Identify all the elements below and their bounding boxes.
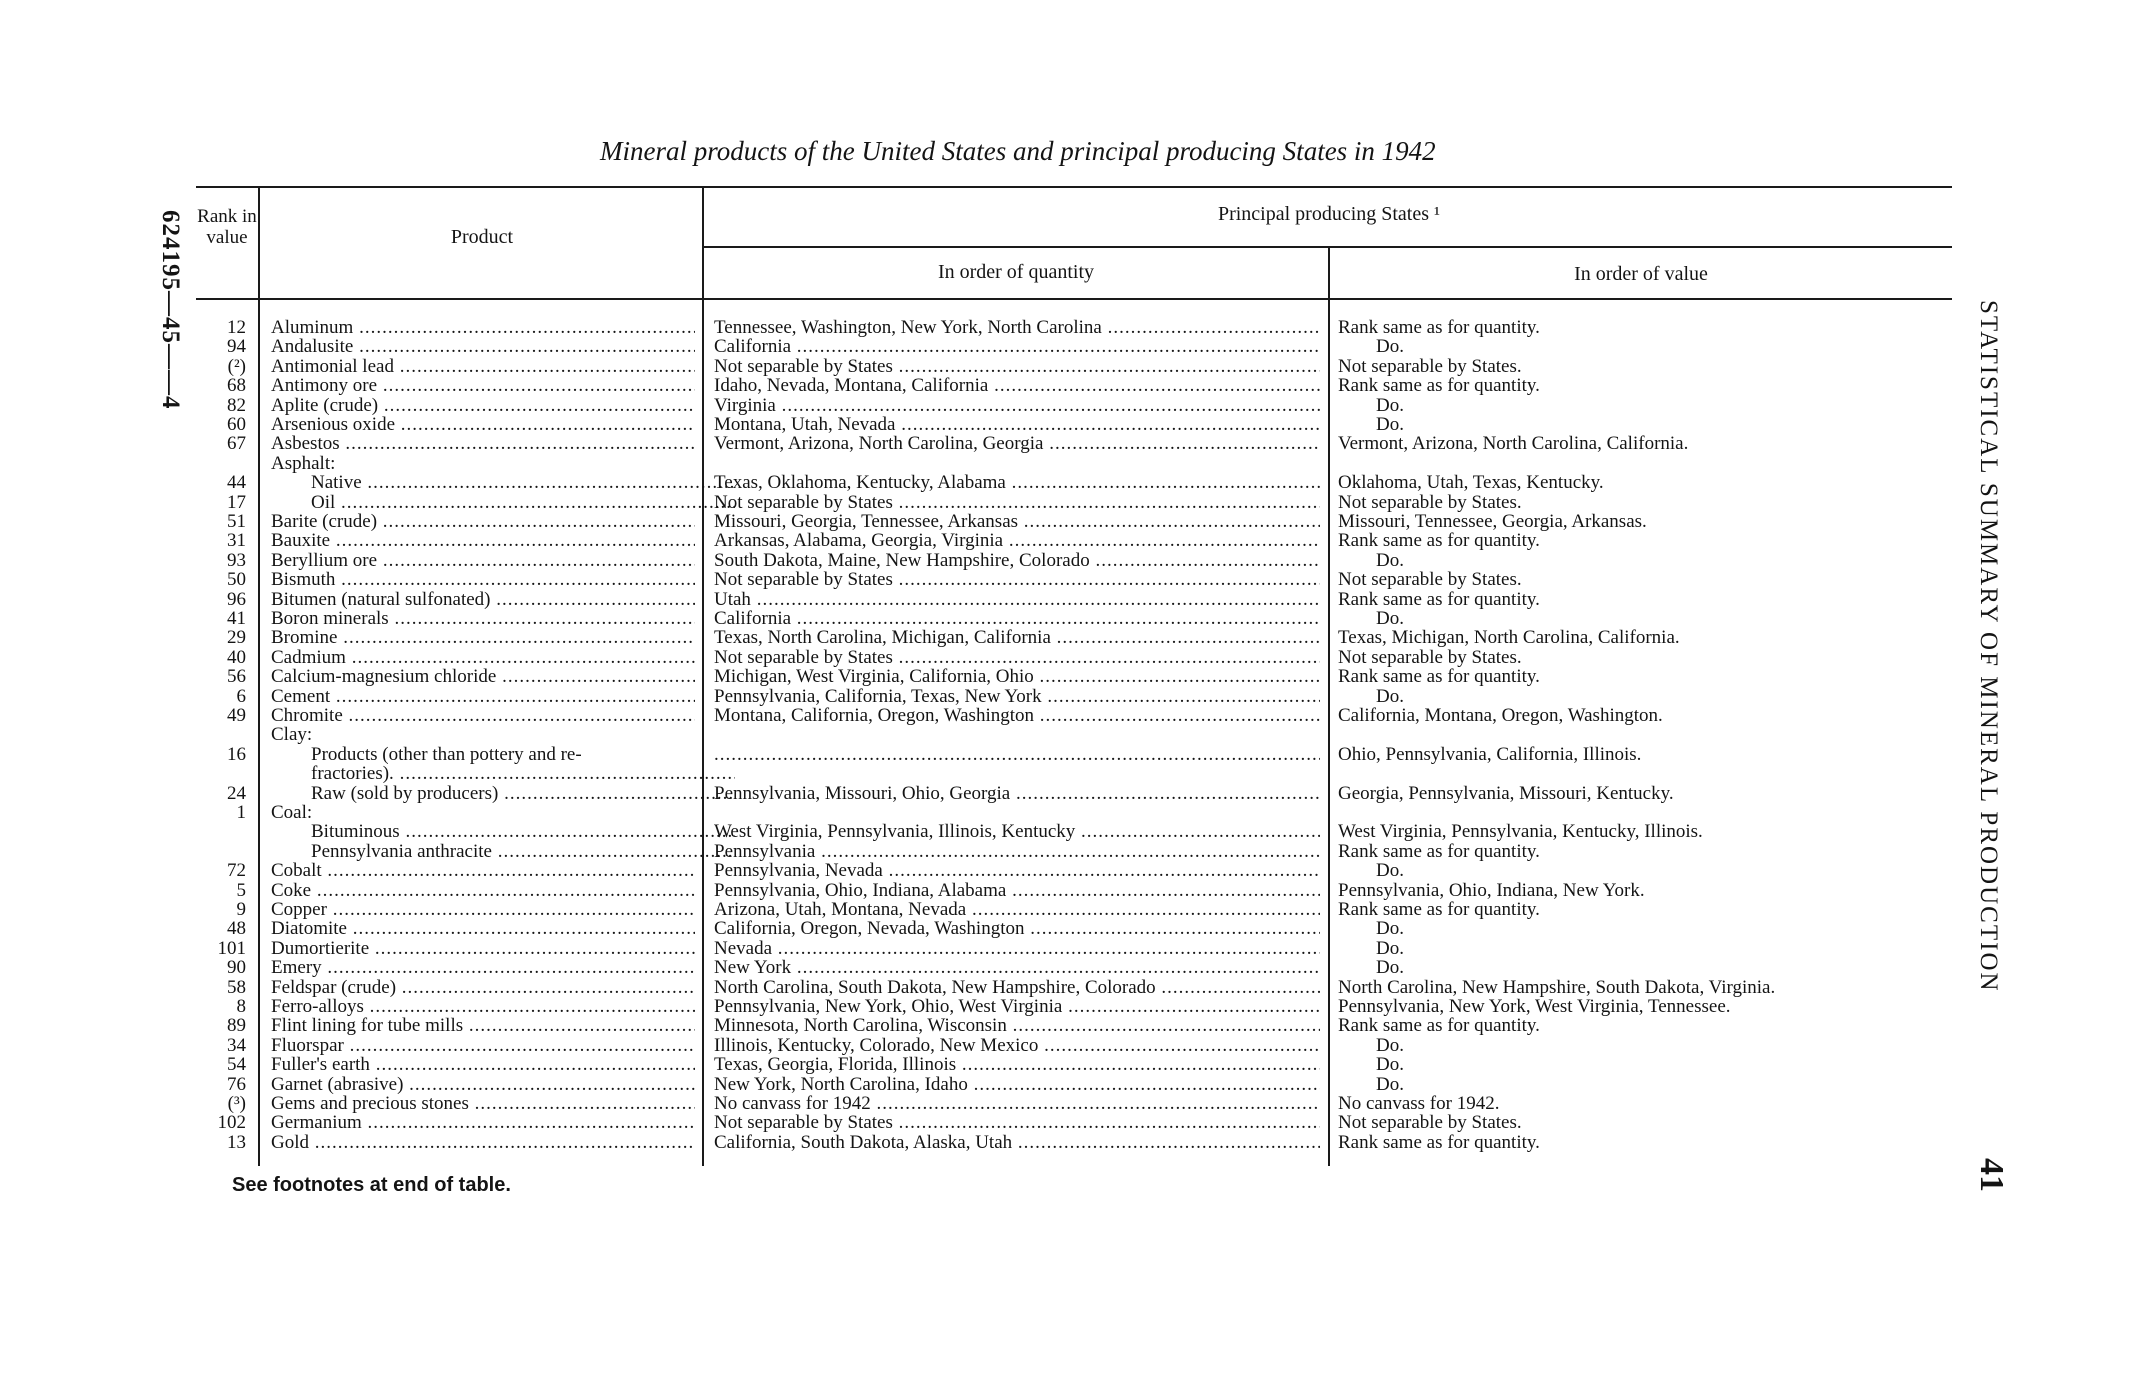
quantity-cell: North Carolina, South Dakota, New Hampshire, Colorado .....	[714, 978, 1320, 997]
quantity-cell: Pennsylvania, California, Texas, New York .....	[714, 687, 1320, 706]
value-cell: Rank same as for quantity.	[1338, 900, 1540, 919]
rank-cell: 29	[227, 627, 246, 648]
product-cell: Fluorspar .....	[271, 1036, 695, 1055]
product-cell: Asbestos .....	[271, 434, 695, 453]
quantity-cell: Montana, Utah, Nevada .....	[714, 415, 1320, 434]
value-cell: Rank same as for quantity.	[1338, 376, 1540, 395]
quantity-cell: New York .....	[714, 958, 1320, 977]
quantity-cell: No canvass for 1942 .....	[714, 1094, 1320, 1113]
product-cell: Arsenious oxide .....	[271, 415, 695, 434]
quantity-cell: Idaho, Nevada, Montana, California .....	[714, 376, 1320, 395]
rank-cell: 48	[227, 918, 246, 939]
product-cell: Calcium-magnesium chloride .....	[271, 667, 695, 686]
quantity-cell: Pennsylvania .....	[714, 842, 1320, 861]
value-cell: Do.	[1376, 1075, 1404, 1094]
product-cell: Gold .....	[271, 1133, 695, 1152]
value-cell: Oklahoma, Utah, Texas, Kentucky.	[1338, 473, 1604, 492]
value-cell: Not separable by States.	[1338, 570, 1522, 589]
value-cell: Rank same as for quantity.	[1338, 667, 1540, 686]
value-cell: Do.	[1376, 396, 1404, 415]
quantity-cell: Illinois, Kentucky, Colorado, New Mexico .....	[714, 1036, 1320, 1055]
quantity-cell: South Dakota, Maine, New Hampshire, Colorado .....	[714, 551, 1320, 570]
product-cell: Antimonial lead .....	[271, 357, 695, 376]
rank-column-divider	[258, 188, 260, 1166]
product-cell: Chromite .....	[271, 706, 695, 725]
rank-cell: 9	[236, 899, 246, 920]
value-cell: Do.	[1376, 1036, 1404, 1055]
rank-cell: 67	[227, 433, 246, 454]
rank-cell: 6	[236, 686, 246, 707]
value-cell: Georgia, Pennsylvania, Missouri, Kentucky.	[1338, 784, 1674, 803]
rank-cell: 13	[227, 1132, 246, 1153]
value-cell: Pennsylvania, New York, West Virginia, Tennessee.	[1338, 997, 1731, 1016]
product-cell: Native .....	[271, 473, 735, 492]
value-cell: Rank same as for quantity.	[1338, 842, 1540, 861]
value-cell: Not separable by States.	[1338, 648, 1522, 667]
value-cell: Do.	[1376, 415, 1404, 434]
quantity-cell: Not separable by States .....	[714, 570, 1320, 589]
product-cell: Cement .....	[271, 687, 695, 706]
rank-cell: 93	[227, 550, 246, 571]
quantity-cell: Michigan, West Virginia, California, Ohio .....	[714, 667, 1320, 686]
value-cell: Do.	[1376, 1055, 1404, 1074]
quantity-cell: West Virginia, Pennsylvania, Illinois, Kentucky .....	[714, 822, 1320, 841]
quantity-cell: Texas, North Carolina, Michigan, California .....	[714, 628, 1320, 647]
product-cell: Pennsylvania anthracite .....	[271, 842, 735, 861]
value-column-divider	[1328, 248, 1330, 1166]
product-cell: Bromine .....	[271, 628, 695, 647]
product-cell: Dumortierite .....	[271, 939, 695, 958]
rank-cell: 5	[236, 880, 246, 901]
quantity-cell: Minnesota, North Carolina, Wisconsin .....	[714, 1016, 1320, 1035]
rank-cell: 58	[227, 977, 246, 998]
product-cell: Garnet (abrasive) .....	[271, 1075, 695, 1094]
quantity-cell: California, South Dakota, Alaska, Utah .....	[714, 1133, 1320, 1152]
side-print-code: 624195—45——4	[157, 210, 184, 410]
quantity-cell: Pennsylvania, Nevada .....	[714, 861, 1320, 880]
product-header: Product	[450, 226, 514, 248]
rank-cell: 54	[227, 1054, 246, 1075]
product-cell: Barite (crude) .....	[271, 512, 695, 531]
value-cell: North Carolina, New Hampshire, South Dakota, Virginia.	[1338, 978, 1776, 997]
rank-cell: 89	[227, 1015, 246, 1036]
product-cell: Coal:	[271, 803, 313, 822]
rank-cell: 68	[227, 375, 246, 396]
product-cell: Antimony ore .....	[271, 376, 695, 395]
rank-cell: 56	[227, 666, 246, 687]
product-cell: Bauxite .....	[271, 531, 695, 550]
running-head: STATISTICAL SUMMARY OF MINERAL PRODUCTION	[1975, 300, 2002, 993]
quantity-cell: Not separable by States .....	[714, 493, 1320, 512]
quantity-cell: Texas, Georgia, Florida, Illinois .....	[714, 1055, 1320, 1074]
product-cell: Andalusite .....	[271, 337, 695, 356]
product-cell: Oil .....	[271, 493, 735, 512]
product-cell: Bitumen (natural sulfonated) .....	[271, 590, 695, 609]
product-cell: Coke .....	[271, 881, 695, 900]
table-top-rule	[196, 186, 1952, 188]
quantity-cell: Arizona, Utah, Montana, Nevada .....	[714, 900, 1320, 919]
rank-cell: 82	[227, 395, 246, 416]
quantity-cell: Not separable by States .....	[714, 1113, 1320, 1132]
value-cell: Missouri, Tennessee, Georgia, Arkansas.	[1338, 512, 1647, 531]
value-cell: Rank same as for quantity.	[1338, 531, 1540, 550]
rank-cell: 49	[227, 705, 246, 726]
value-cell: Vermont, Arizona, North Carolina, California.	[1338, 434, 1689, 453]
value-cell: Rank same as for quantity.	[1338, 590, 1540, 609]
quantity-cell	[714, 745, 1320, 764]
rank-cell: 24	[227, 783, 246, 804]
value-cell: Not separable by States.	[1338, 1113, 1522, 1132]
rank-cell: 8	[236, 996, 246, 1017]
rank-cell: 96	[227, 589, 246, 610]
product-cell: Cobalt .....	[271, 861, 695, 880]
value-cell: Rank same as for quantity.	[1338, 318, 1540, 337]
rank-cell: 40	[227, 647, 246, 668]
quantity-cell: Montana, California, Oregon, Washington .....	[714, 706, 1320, 725]
value-cell: Texas, Michigan, North Carolina, California.	[1338, 628, 1680, 647]
value-cell: Do.	[1376, 861, 1404, 880]
footnote: See footnotes at end of table.	[232, 1174, 511, 1196]
rank-cell: 17	[227, 492, 246, 513]
quantity-cell: New York, North Carolina, Idaho .....	[714, 1075, 1320, 1094]
product-cell: Cadmium .....	[271, 648, 695, 667]
rank-cell: 1	[236, 802, 246, 823]
value-cell: Ohio, Pennsylvania, California, Illinois.	[1338, 745, 1642, 764]
rank-cell: 51	[227, 511, 246, 532]
value-cell: Do.	[1376, 687, 1404, 706]
rank-cell: 60	[227, 414, 246, 435]
quantity-cell: Virginia .....	[714, 396, 1320, 415]
value-cell: No canvass for 1942.	[1338, 1094, 1500, 1113]
rank-cell: 72	[227, 860, 246, 881]
quantity-cell: Nevada .....	[714, 939, 1320, 958]
quantity-order-header: In order of quantity	[937, 261, 1095, 283]
rank-cell: 34	[227, 1035, 246, 1056]
product-cell: Copper .....	[271, 900, 695, 919]
quantity-cell: Not separable by States .....	[714, 648, 1320, 667]
value-cell: Rank same as for quantity.	[1338, 1016, 1540, 1035]
rank-cell: (²)	[227, 356, 246, 377]
rank-cell: 12	[227, 317, 246, 338]
quantity-cell: Vermont, Arizona, North Carolina, Georgia .....	[714, 434, 1320, 453]
quantity-cell: Pennsylvania, Ohio, Indiana, Alabama .....	[714, 881, 1320, 900]
rank-header: Rank in value	[197, 206, 257, 248]
rank-cell: 50	[227, 569, 246, 590]
quantity-cell: Arkansas, Alabama, Georgia, Virginia .....	[714, 531, 1320, 550]
value-cell: Do.	[1376, 609, 1404, 628]
quantity-cell: Texas, Oklahoma, Kentucky, Alabama .....	[714, 473, 1320, 492]
value-cell: Do.	[1376, 337, 1404, 356]
rank-cell: 76	[227, 1074, 246, 1095]
product-cell: Diatomite .....	[271, 919, 695, 938]
product-cell: Gems and precious stones .....	[271, 1094, 695, 1113]
product-cell: Ferro-alloys .....	[271, 997, 695, 1016]
product-cell: Bituminous .....	[271, 822, 735, 841]
rank-cell: 16	[227, 744, 246, 765]
value-cell: Do.	[1376, 551, 1404, 570]
value-cell: Not separable by States.	[1338, 493, 1522, 512]
page-title: Mineral products of the United States and principal producing States in 1942	[600, 136, 1436, 166]
value-cell: Not separable by States.	[1338, 357, 1522, 376]
quantity-cell: Missouri, Georgia, Tennessee, Arkansas .....	[714, 512, 1320, 531]
principal-states-header: Principal producing States ¹	[1217, 203, 1441, 225]
product-cell: Feldspar (crude) .....	[271, 978, 695, 997]
product-cell: fractories). .....	[271, 764, 735, 783]
product-cell: Clay:	[271, 725, 313, 744]
value-cell: West Virginia, Pennsylvania, Kentucky, Illinois.	[1338, 822, 1703, 841]
product-cell: Flint lining for tube mills .....	[271, 1016, 695, 1035]
rank-cell: 41	[227, 608, 246, 629]
value-cell: California, Montana, Oregon, Washington.	[1338, 706, 1663, 725]
value-cell: Do.	[1376, 958, 1404, 977]
product-column-divider	[702, 188, 704, 1166]
rank-cell: 44	[227, 472, 246, 493]
quantity-cell: Pennsylvania, New York, Ohio, West Virginia .....	[714, 997, 1320, 1016]
quantity-cell: California .....	[714, 337, 1320, 356]
quantity-cell: California .....	[714, 609, 1320, 628]
product-cell: Aluminum .....	[271, 318, 695, 337]
value-cell: Do.	[1376, 919, 1404, 938]
product-cell: Fuller's earth .....	[271, 1055, 695, 1074]
header-bottom-rule	[196, 298, 1952, 300]
rank-cell: 31	[227, 530, 246, 551]
value-cell: Do.	[1376, 939, 1404, 958]
quantity-cell: Pennsylvania, Missouri, Ohio, Georgia .....	[714, 784, 1320, 803]
value-cell: Pennsylvania, Ohio, Indiana, New York.	[1338, 881, 1645, 900]
quantity-cell: Tennessee, Washington, New York, North Carolina .....	[714, 318, 1320, 337]
rank-cell: (³)	[227, 1093, 246, 1114]
product-cell: Beryllium ore .....	[271, 551, 695, 570]
value-cell: Rank same as for quantity.	[1338, 1133, 1540, 1152]
value-order-header: In order of value	[1574, 263, 1708, 285]
quantity-cell: California, Oregon, Nevada, Washington .....	[714, 919, 1320, 938]
product-cell: Bismuth .....	[271, 570, 695, 589]
quantity-cell: Not separable by States .....	[714, 357, 1320, 376]
product-cell: Germanium .....	[271, 1113, 695, 1132]
rank-cell: 102	[217, 1112, 246, 1133]
rank-cell: 101	[217, 938, 246, 959]
product-cell: Raw (sold by producers) .....	[271, 784, 735, 803]
product-cell: Aplite (crude) .....	[271, 396, 695, 415]
product-cell: Products (other than pottery and re-	[311, 745, 582, 764]
product-cell: Boron minerals .....	[271, 609, 695, 628]
product-cell: Asphalt:	[271, 454, 336, 473]
rank-cell: 94	[227, 336, 246, 357]
product-cell: Emery .....	[271, 958, 695, 977]
page-number: 41	[1973, 1158, 2010, 1192]
quantity-cell: Utah .....	[714, 590, 1320, 609]
rank-cell: 90	[227, 957, 246, 978]
